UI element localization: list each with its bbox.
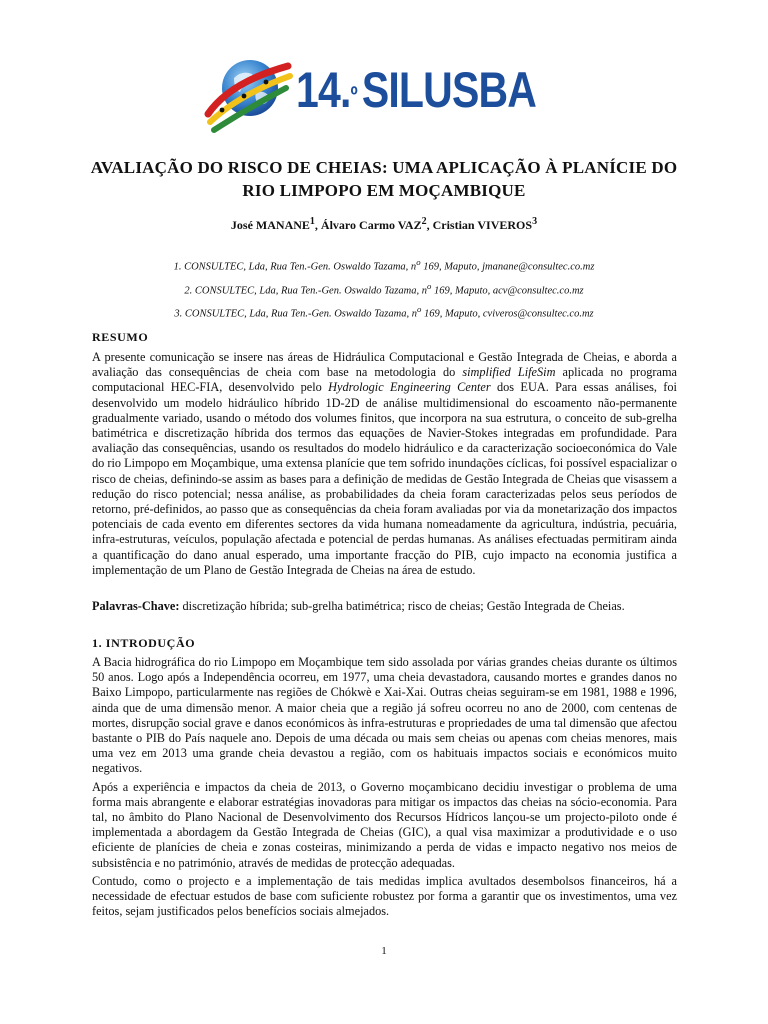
introducao-heading: 1. INTRODUÇÃO — [92, 636, 196, 650]
conference-number: 14. — [296, 62, 351, 118]
introducao-paragraph: Após a experiência e impactos da cheia de 2013, o Governo moçambicano decidiu investigar o problema de uma forma mais abrangente e elaborar estratégias inovadoras para mitigar os impactos das cheias na sócio-economia. Para tal, no âmbito do Plano Nacional de Desenvolvimento dos Recursos Hídricos lançou-se um projecto-piloto onde é implementada a abordagem da Gestão Integrada de Cheias (GIC), a qual visa maximizar a produtividade e o uso eficiente de planícies de cheia e zonas costeiras, minimizando a perda de vidas e impacto negativo nos meios de subsistência e no património, através de medidas de protecção adequadas. — [92, 779, 677, 870]
conference-logo — [200, 52, 572, 136]
affiliation-line — [90, 300, 678, 324]
introducao-body — [92, 655, 677, 922]
affiliation-text: 2. CONSULTEC, Lda, Rua Ten.-Gen. Oswaldo Tazama, n — [184, 285, 427, 296]
page-number: 1 — [381, 945, 387, 957]
globe-logo-icon — [200, 52, 296, 136]
affiliation-text: 169, Maputo, cviveros@consultec.co.mz — [421, 308, 594, 320]
paper-title: AVALIAÇÃO DO RISCO DE CHEIAS: UMA APLICAÇÃO À PLANÍCIE DO RIO LIMPOPO EM MOÇAMBIQUE — [90, 158, 678, 200]
introducao-paragraph: Contudo, como o projecto e a implementação de tais medidas implica avultados desembolsos financeiros, há a necessidade de efectuar estudos de base com suficiente robustez por forma a garantir que os investimentos, uma vez feitos, sejam justificados pelos benefícios sociais almejados. — [92, 873, 677, 919]
author-name: Cristian VIVEROS — [432, 218, 533, 232]
affiliation-text: 169, Maputo, jmanane@consultec.co.mz — [420, 261, 595, 273]
resumo-emphasis: simplified LifeSim — [462, 365, 556, 380]
conference-name — [296, 60, 536, 126]
affiliation-list — [90, 253, 678, 324]
resumo-paragraph — [92, 350, 677, 578]
affiliation-line — [90, 253, 678, 277]
author-affiliation-mark: 1 — [309, 216, 315, 227]
affiliation-sup: o — [416, 257, 421, 267]
author-name: Álvaro Carmo VAZ — [320, 218, 422, 232]
affiliation-text: 169, Maputo, acv@consultec.co.mz — [431, 285, 584, 296]
resumo-text: dos EUA. Para essas análises, foi desenvolvido um modelo hidráulico híbrido 1D-2D de análise multidimensional do escoamento não-permanente gradualmente variado, usando o método dos volumes finitos, que incorpora na sua estrutura, o conceito de sub-grelha batimétrica e discretização híbrida dos termos das equações de Navier-Stokes integradas em profundidade. Para avaliação das consequências, usando os resultados do modelo hidráulico e da caracterização socioeconómica do Vale do rio Limpopo em Moçambique, uma extensa planície que tem sofrido inundações cíclicas, foi possível espacializar o risco de cheias, definindo-se assim as bases para a definição de medidas de Gestão Integrada de Cheias que visassem a redução do risco potencial; nessa análise, as probabilidades da cheia foram caracterizadas pelos seus períodos de retorno, pré-definidos, ao passo que as consequências da cheia foram avaliadas por via da monetarização dos impactos potenciais de cada evento em diferentes sectores da vida humana nomeadamente da agricultura, indústria, pecuária, infra-estruturas, veículos, população afectada e potencial de perdas humanas. As análises efectuadas permitiram ainda a quantificação do dano anual esperado, uma importante fracção do PIB, cujo impacto na economia justifica a implementação de um Plano de Gestão Integrada de Cheias na área de estudo. — [92, 380, 677, 577]
author-list: José MANANE$^1$, Álvaro Carmo VAZ$^2$, Cristian VIVEROS$^3$ — [230, 216, 538, 232]
author-affiliation-mark: 3 — [532, 216, 538, 227]
affiliation-text: 1. CONSULTEC, Lda, Rua Ten.-Gen. Oswaldo Tazama, n — [173, 261, 417, 273]
author-affiliation-mark: 2 — [421, 216, 427, 227]
keywords-text: discretização híbrida; sub-grelha batimétrica; risco de cheias; Gestão Integrada de Cheias. — [179, 599, 625, 613]
introducao-paragraph: A Bacia hidrográfica do rio Limpopo em Moçambique tem sido assolada por várias grandes cheias durante os últimos 50 anos. Logo após a Independência ocorreu, em 1977, uma cheia devastadora, causando mortes e grandes danos no Baixo Limpopo, particularmente nas regiões de Chókwè e Xai-Xai. Outras cheias seguiram-se em 1981, 1988 e 1996, ainda que de uma dimensão menor. A maior cheia que a região já sofreu ocorreu no ano de 2000, com centenas de mortes, disrupção social grave e danos económicos às infra-estruturas e propriedades de uma tal dimensão que afectou bastante o PIB do País naquele ano. Depois de uma década ou mais sem cheias ou apenas com cheias menores, mais uma vez em 2013 uma grande cheia devastou a região, com os habituais impactos sociais e económicos muito negativos. — [92, 655, 677, 776]
resumo-body — [92, 350, 677, 581]
affiliation-sup: o — [426, 280, 432, 291]
resumo-heading: RESUMO — [92, 330, 149, 344]
keywords — [92, 599, 677, 614]
affiliation-line — [90, 277, 678, 301]
affiliation-sup: o — [416, 304, 422, 314]
conference-ordinal: º — [350, 82, 357, 109]
resumo-emphasis: Hydrologic Engineering Center — [328, 380, 491, 395]
conference-acronym: SILUSBA — [361, 62, 537, 118]
keywords-label: Palavras-Chave: — [92, 599, 180, 613]
author-name: José MANANE — [230, 218, 310, 232]
affiliation-text: 3. CONSULTEC, Lda, Rua Ten.-Gen. Oswaldo Tazama, n — [174, 308, 417, 320]
resumo-text: aplicada no programa computacional HEC-FIA, desenvolvido pelo — [92, 365, 678, 395]
resumo-text: A presente comunicação se insere nas áreas de Hidráulica Computacional e Gestão Integrada de Cheias, e aborda a avaliação das consequências de cheia com base na metodologia do — [92, 350, 677, 380]
